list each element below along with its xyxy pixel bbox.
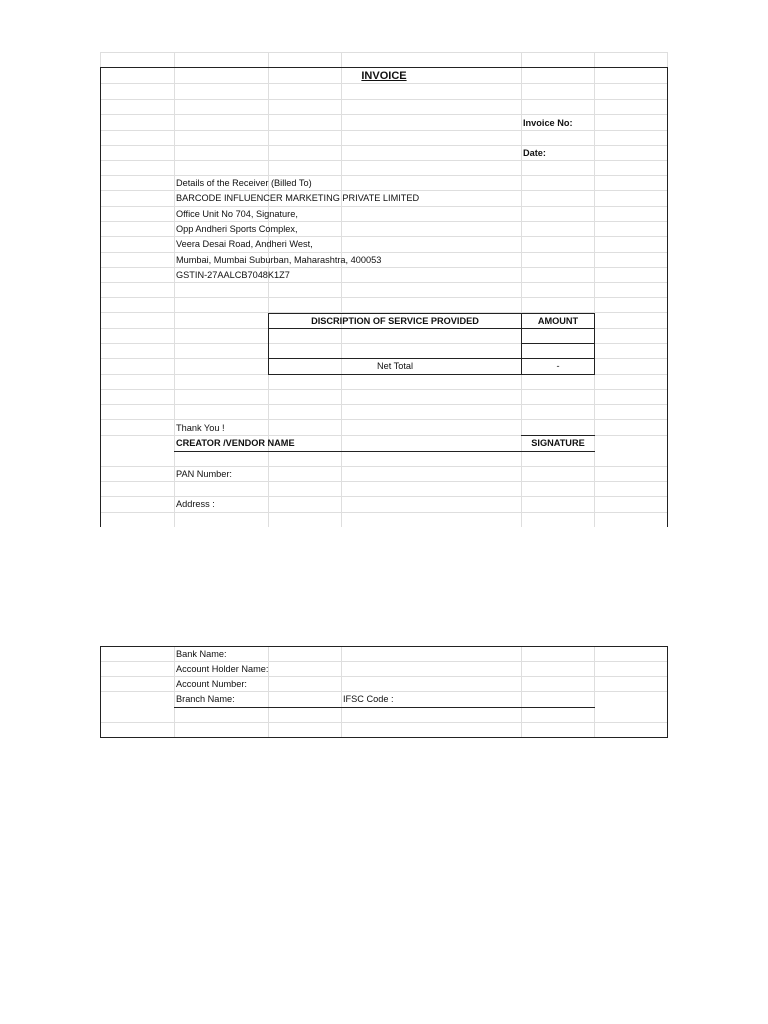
invoice-title: INVOICE (361, 70, 407, 82)
bank-name-label: Bank Name: (176, 649, 227, 659)
net-total-value: - (556, 361, 560, 371)
signature-label: SIGNATURE (531, 438, 585, 448)
branch-name-label: Branch Name: (176, 694, 235, 704)
description-header: DISCRIPTION OF SERVICE PROVIDED (311, 316, 479, 326)
block1-gridlines (100, 52, 668, 527)
pan-number-label: PAN Number: (176, 469, 232, 479)
invoice-no-label: Invoice No: (523, 118, 573, 128)
receiver-line: Mumbai, Mumbai Suburban, Maharashtra, 400053 (176, 255, 382, 265)
vendor-name-label: CREATOR /VENDOR NAME (176, 438, 295, 448)
date-label: Date: (523, 148, 546, 158)
thank-you-text: Thank You ! (176, 423, 225, 433)
receiver-line: Opp Andheri Sports Complex, (176, 224, 298, 234)
ifsc-code-label: IFSC Code : (343, 694, 394, 704)
receiver-line: Veera Desai Road, Andheri West, (176, 239, 313, 249)
receiver-heading: Details of the Receiver (Billed To) (176, 178, 312, 188)
receiver-line: BARCODE INFLUENCER MARKETING PRIVATE LIMITED (176, 193, 420, 203)
amount-header: AMOUNT (537, 316, 579, 326)
account-number-label: Account Number: (176, 679, 247, 689)
account-holder-label: Account Holder Name: (176, 664, 269, 674)
receiver-line: Office Unit No 704, Signature, (176, 209, 298, 219)
address-label: Address : (176, 499, 215, 509)
net-total-label: Net Total (376, 361, 414, 371)
receiver-gstin: GSTIN-27AALCB7048K1Z7 (176, 270, 290, 280)
